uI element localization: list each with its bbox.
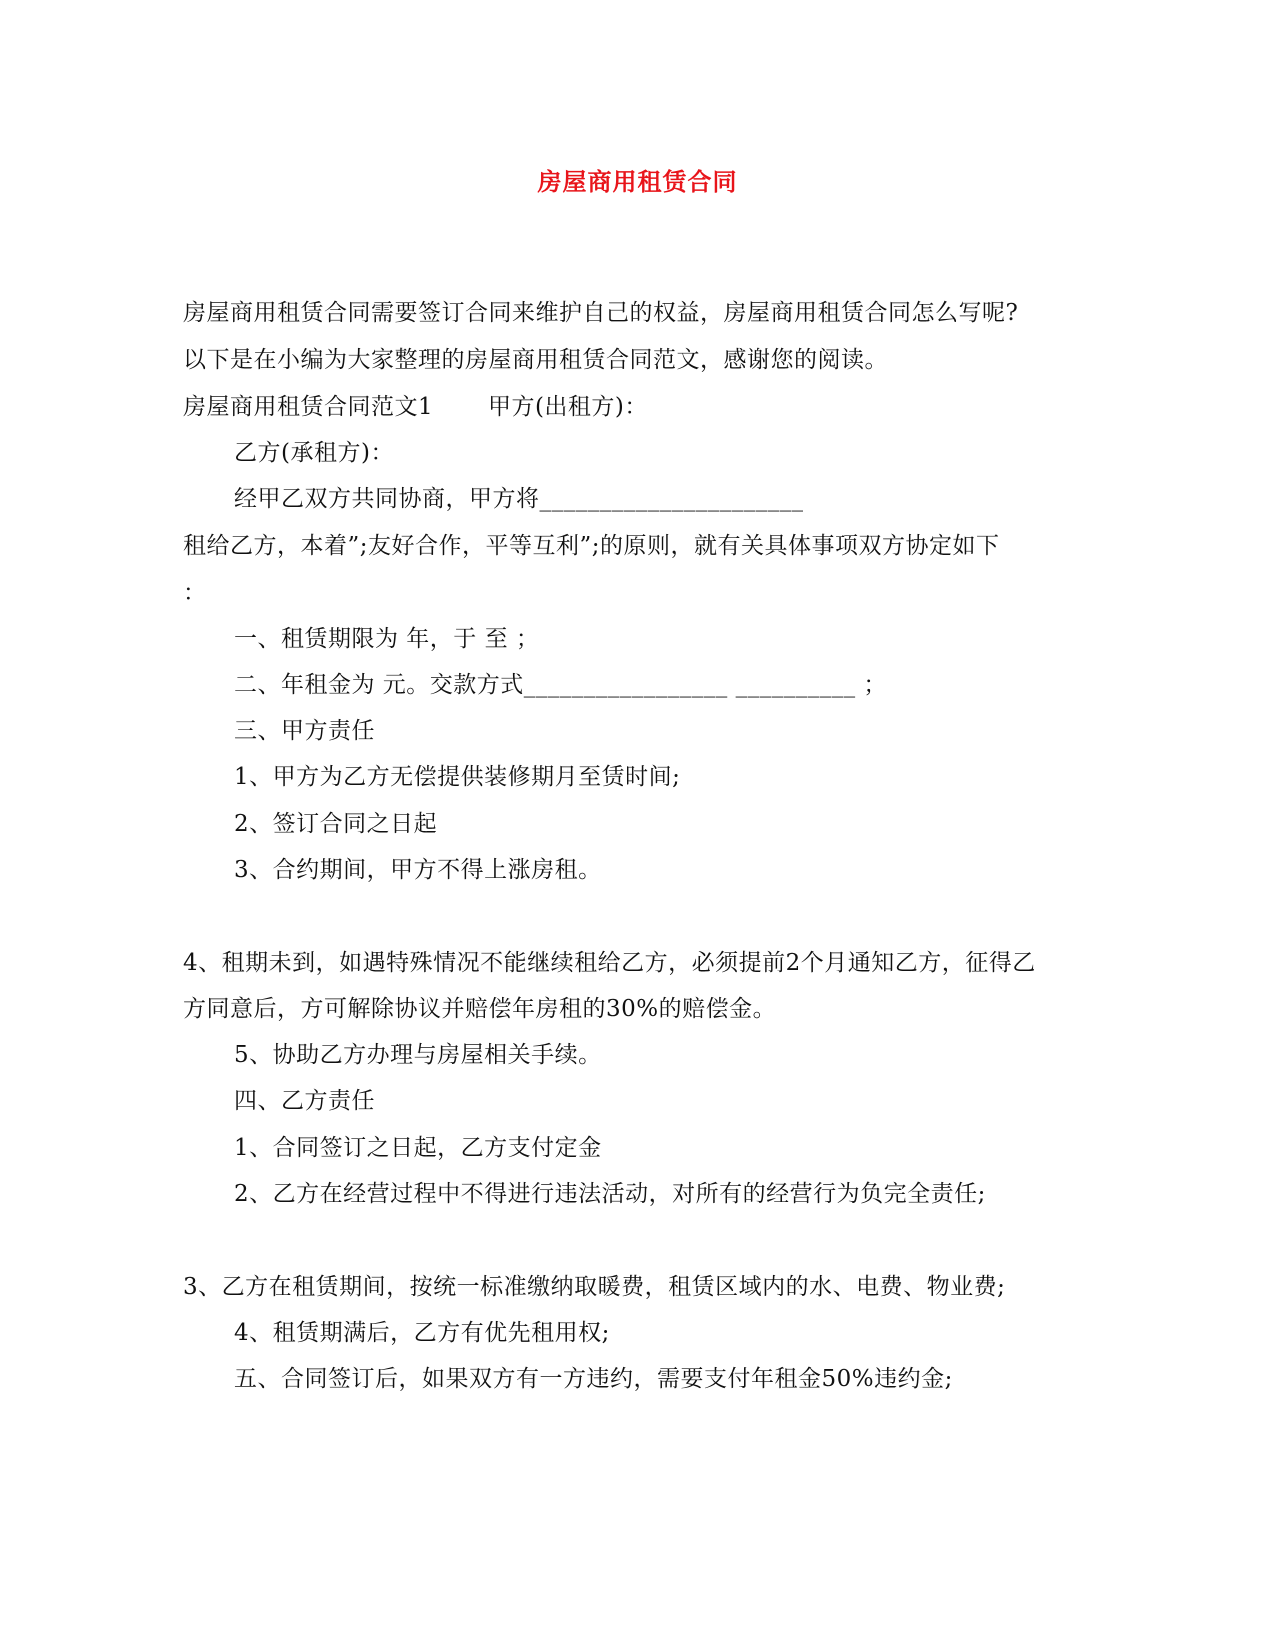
agreement-line-1: 经甲乙双方共同协商，甲方将______________________ bbox=[234, 486, 804, 512]
clause-4-item-2: 2、乙方在经营过程中不得进行违法活动，对所有的经营行为负完全责任; bbox=[234, 1181, 986, 1207]
clause-3-item-3: 3、合约期间，甲方不得上涨房租。 bbox=[234, 857, 602, 883]
clause-1-term: 一、租赁期限为 年，于 至 ； bbox=[234, 626, 540, 652]
clause-4-item-4: 4、租赁期满后，乙方有优先租用权; bbox=[234, 1320, 610, 1346]
clause-2-rent: 二、年租金为 元。交款方式_________________ __________ ； bbox=[234, 672, 887, 698]
clause-3-item-4-line-1: 4、租期未到，如遇特殊情况不能继续租给乙方，必须提前2个月通知乙方，征得乙 bbox=[183, 950, 1036, 976]
agreement-line-2: 租给乙方，本着”;友好合作，平等互利”;的原则，就有关具体事项双方协定如下 bbox=[183, 533, 1000, 559]
clause-4-heading: 四、乙方责任 bbox=[234, 1088, 375, 1114]
agreement-line-3: ： bbox=[183, 580, 207, 606]
intro-line-1: 房屋商用租赁合同需要签订合同来维护自己的权益，房屋商用租赁合同怎么写呢? bbox=[183, 300, 1019, 326]
clause-3-item-5: 5、协助乙方办理与房屋相关手续。 bbox=[234, 1042, 602, 1068]
document-title: 房屋商用租赁合同 bbox=[537, 167, 738, 196]
clause-5: 五、合同签订后，如果双方有一方违约，需要支付年租金50%违约金; bbox=[234, 1366, 953, 1392]
clause-3-item-1: 1、甲方为乙方无偿提供装修期月至赁时间; bbox=[234, 764, 681, 790]
sample-heading-party-a: 房屋商用租赁合同范文1 甲方(出租方)： bbox=[183, 394, 648, 420]
party-b-line: 乙方(承租方)： bbox=[234, 440, 394, 466]
clause-4-item-3: 3、乙方在租赁期间，按统一标准缴纳取暖费，租赁区域内的水、电费、物业费; bbox=[183, 1274, 1006, 1300]
clause-4-item-1: 1、合同签订之日起，乙方支付定金 bbox=[234, 1135, 602, 1161]
intro-line-2: 以下是在小编为大家整理的房屋商用租赁合同范文，感谢您的阅读。 bbox=[183, 347, 888, 373]
clause-3-item-2: 2、签订合同之日起 bbox=[234, 811, 438, 837]
clause-3-heading: 三、甲方责任 bbox=[234, 718, 375, 744]
clause-3-item-4-line-2: 方同意后，方可解除协议并赔偿年房租的30%的赔偿金。 bbox=[183, 996, 777, 1022]
